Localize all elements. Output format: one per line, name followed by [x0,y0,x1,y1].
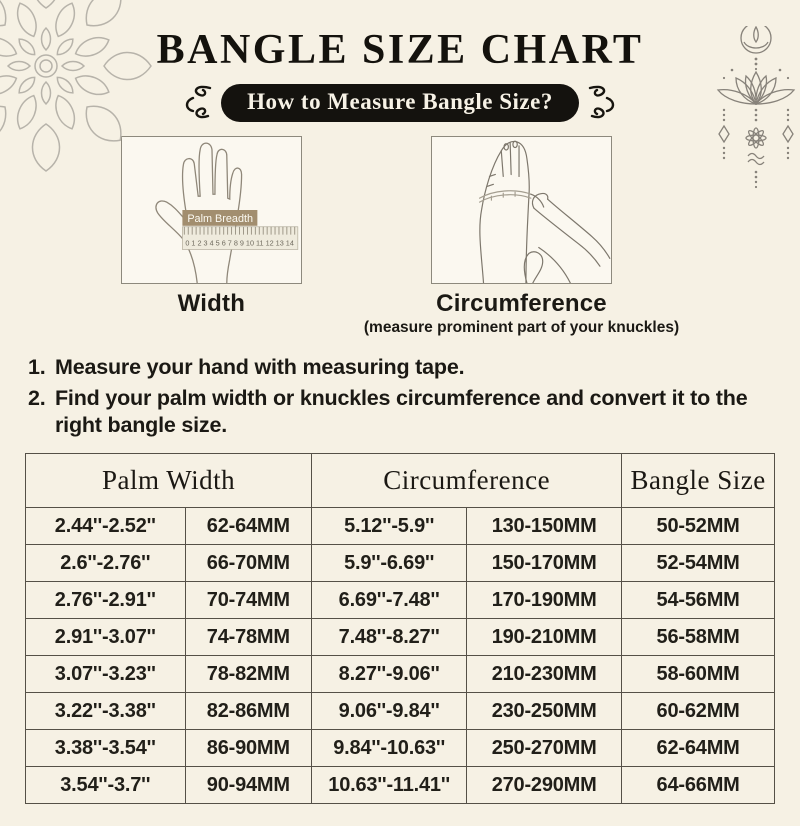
table-cell: 270-290MM [467,767,622,804]
table-cell: 2.76''-2.91'' [26,582,186,619]
instruction-text: Measure your hand with measuring tape. [55,355,465,379]
lotus-ornament-icon [668,26,800,198]
table-cell: 3.54''-3.7'' [26,767,186,804]
table-cell: 90-94MM [185,767,312,804]
flourish-right-icon [588,83,616,123]
hands-measuring-icon [432,137,611,283]
table-cell: 86-90MM [185,730,312,767]
table-cell: 130-150MM [467,508,622,545]
instruction-text: Find your palm width or knuckles circumference and convert it to the right bangle size. [55,385,748,438]
instruction-item [28,354,780,382]
table-cell: 190-210MM [467,619,622,656]
table-row [26,619,775,656]
table-cell: 10.63''-11.41'' [312,767,467,804]
table-cell: 58-60MM [622,656,775,693]
corner-mandala-icon [0,0,158,178]
table-cell: 6.69''-7.48'' [312,582,467,619]
circumference-illustration [431,136,612,284]
page-title: BANGLE SIZE CHART [156,27,644,73]
table-cell: 82-86MM [185,693,312,730]
table-cell: 50-52MM [622,508,775,545]
table-row [26,693,775,730]
table-cell: 54-56MM [622,582,775,619]
table-cell: 52-54MM [622,545,775,582]
circumference-subcaption: (measure prominent part of your knuckles) [363,319,680,336]
column-header-circumference: Circumference [312,454,622,508]
instructions-list [28,354,780,440]
table-cell: 9.06''-9.84'' [312,693,467,730]
table-cell: 7.48''-8.27'' [312,619,467,656]
table-row [26,582,775,619]
table-row [26,656,775,693]
table-cell: 60-62MM [622,693,775,730]
table-row [26,730,775,767]
flourish-left-icon [184,83,212,123]
table-cell: 5.9''-6.69'' [312,545,467,582]
width-caption: Width [177,290,246,317]
how-to-measure-badge: How to Measure Bangle Size? [221,84,579,122]
column-header-palm-width: Palm Width [26,454,312,508]
table-row [26,508,775,545]
instruction-number: 1. [28,355,46,379]
table-cell: 250-270MM [467,730,622,767]
table-cell: 66-70MM [185,545,312,582]
table-cell: 2.91''-3.07'' [26,619,186,656]
table-cell: 3.07''-3.23'' [26,656,186,693]
table-row [26,767,775,804]
table-cell: 3.22''-3.38'' [26,693,186,730]
table-cell: 64-66MM [622,767,775,804]
table-cell: 230-250MM [467,693,622,730]
table-cell: 8.27''-9.06'' [312,656,467,693]
table-cell: 70-74MM [185,582,312,619]
table-header-row [26,454,775,508]
table-cell: 9.84''-10.63'' [312,730,467,767]
table-cell: 62-64MM [622,730,775,767]
table-cell: 5.12''-5.9'' [312,508,467,545]
circumference-caption: Circumference [436,290,607,317]
table-cell: 150-170MM [467,545,622,582]
table-cell: 2.6''-2.76'' [26,545,186,582]
instruction-number: 2. [28,385,46,410]
ruler-numbers: 0 1 2 3 4 5 6 7 8 9 10 11 12 13 14 [185,238,294,248]
table-cell: 62-64MM [185,508,312,545]
table-cell: 2.44''-2.52'' [26,508,186,545]
table-cell: 74-78MM [185,619,312,656]
size-chart-table [25,453,775,804]
table-cell: 210-230MM [467,656,622,693]
column-header-bangle-size: Bangle Size [622,454,775,508]
table-cell: 78-82MM [185,656,312,693]
instruction-item [28,385,780,440]
table-cell: 56-58MM [622,619,775,656]
table-cell: 170-190MM [467,582,622,619]
ruler-label: Palm Breadth [187,212,253,225]
table-cell: 3.38''-3.54'' [26,730,186,767]
table-row [26,545,775,582]
